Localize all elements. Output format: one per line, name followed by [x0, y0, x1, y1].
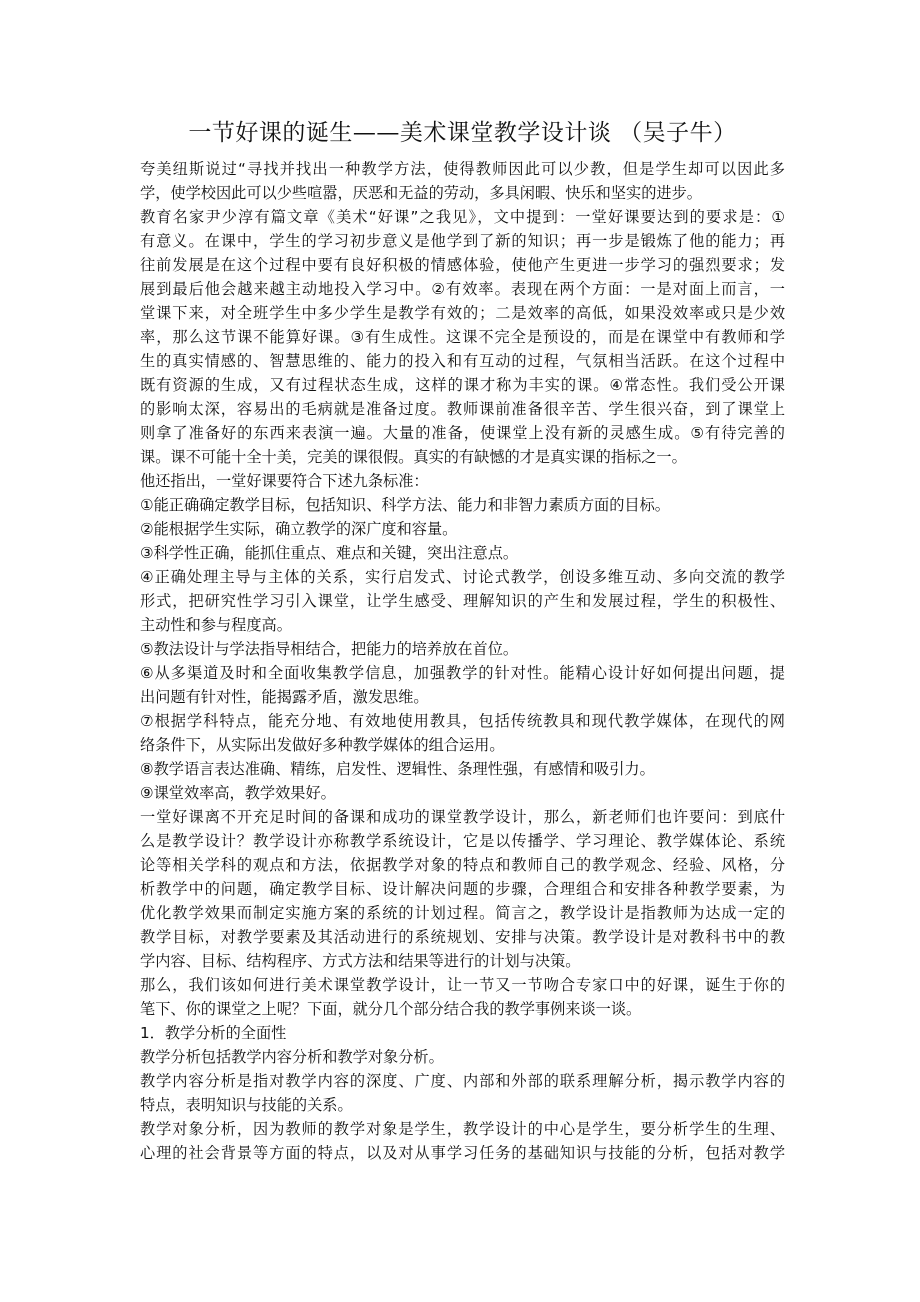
text-line: 么是教学设计？教学设计亦称教学系统设计，它是以传播学、学习理论、教学媒体论、系统	[140, 832, 785, 850]
text-line: 教育名家尹少淳有篇文章《美术“好课”之我见》，文中提到：一堂好课要达到的要求是：①	[140, 208, 785, 226]
text-line: 络条件下，从实际出发做好多种教学媒体的组合运用。	[140, 736, 505, 754]
text-line: 那么，我们该如何进行美术课堂教学设计，让一节又一节吻合专家口中的好课，诞生于你的	[140, 976, 785, 994]
text-line: 堂课下来，对全班学生中多少学生是教学有效的；二是效率的高低，如果没效率或只是少效	[140, 304, 785, 322]
text-line: 生的真实情感的、智慧思维的、能力的投入和有互动的过程，气氛相当活跃。在这个过程中	[140, 352, 785, 370]
text-line: 形式，把研究性学习引入课堂，让学生感受、理解知识的产生和发展过程，学生的积极性、	[140, 592, 785, 610]
text-line: ⑤教法设计与学法指导相结合，把能力的培养放在首位。	[140, 640, 519, 658]
text-line: 既有资源的生成，又有过程状态生成，这样的课才称为丰实的课。④常态性。我们受公开课	[140, 376, 785, 394]
text-line: 教学目标，对教学要素及其活动进行的系统规划、安排与决策。教学设计是对教科书中的教	[140, 928, 785, 946]
text-line: 析教学中的问题，确定教学目标、设计解决问题的步骤，合理组合和安排各种教学要素，为	[140, 880, 785, 898]
document-title: 一节好课的诞生——美术课堂教学设计谈 （吴子牛）	[188, 120, 737, 146]
text-line: 课。课不可能十全十美，完美的课很假。真实的有缺憾的才是真实课的指标之一。	[140, 448, 687, 466]
text-line: ⑦根据学科特点，能充分地、有效地使用教具，包括传统教具和现代教学媒体，在现代的网	[140, 712, 785, 730]
paragraph-yin-shaochun-requirements	[140, 205, 785, 469]
paragraph-standard-6	[140, 661, 785, 709]
paragraph-standard-4	[140, 565, 785, 637]
paragraph-standard-1	[140, 493, 785, 517]
text-line: ⑥从多渠道及时和全面收集教学信息，加强教学的针对性。能精心设计好如何提出问题，提	[140, 664, 785, 682]
text-line: 主动性和参与程度高。	[140, 616, 292, 634]
text-line: 有意义。在课中，学生的学习初步意义是他学到了新的知识；再一步是锻炼了他的能力；再	[140, 232, 785, 250]
paragraph-section-1-p1	[140, 1045, 785, 1069]
text-line: ④正确处理主导与主体的关系，实行启发式、讨论式教学，创设多维互动、多向交流的教学	[140, 568, 785, 586]
text-line: 的影响太深，容易出的毛病就是准备过度。教师课前准备很辛苦、学生很兴奋，到了课堂上	[140, 400, 785, 418]
paragraph-section-1-heading	[140, 1021, 785, 1045]
text-line: 笔下、你的课堂之上呢？下面，就分几个部分结合我的教学事例来谈一谈。	[140, 1000, 642, 1018]
text-line: 教学对象分析，因为教师的教学对象是学生，教学设计的中心是学生，要分析学生的生理、	[140, 1120, 785, 1138]
text-line: 心理的社会背景等方面的特点，以及对从事学习任务的基础知识与技能的分析，包括对教学	[140, 1144, 785, 1162]
text-line: 展到最后他会越来越主动地投入学习中。②有效率。表现在两个方面：一是对面上而言，一	[140, 280, 785, 298]
text-line: 1．教学分析的全面性	[140, 1024, 287, 1042]
document-body	[140, 157, 785, 1165]
text-line: ⑧教学语言表达准确、精练，启发性、逻辑性、条理性强，有感情和吸引力。	[140, 760, 655, 778]
text-line: 特点，表明知识与技能的关系。	[140, 1096, 353, 1114]
text-line: 教学内容分析是指对教学内容的深度、广度、内部和外部的联系理解分析，揭示教学内容的	[140, 1072, 785, 1090]
paragraph-teaching-design-definition	[140, 805, 785, 973]
text-line: 夸美纽斯说过“寻找并找出一种教学方法，使得教师因此可以少教，但是学生却可以因此多	[140, 160, 785, 178]
paragraph-standard-2	[140, 517, 785, 541]
paragraph-standard-3	[140, 541, 785, 565]
paragraph-standard-5	[140, 637, 785, 661]
text-line: 一堂好课离不开充足时间的备课和成功的课堂教学设计，那么，新老师们也许要问：到底什	[140, 808, 785, 826]
text-line: 往前发展是在这个过程中要有良好积极的情感体验，使他产生更进一步学习的强烈要求；发	[140, 256, 785, 274]
text-line: ⑨课堂效率高，教学效果好。	[140, 784, 336, 802]
text-line: ①能正确确定教学目标，包括知识、科学方法、能力和非智力素质方面的目标。	[140, 496, 670, 514]
text-line: 率，那么这节课不能算好课。③有生成性。这课不完全是预设的，而是在课堂中有教师和学	[140, 328, 785, 346]
text-line: 优化教学效果而制定实施方案的系统的计划过程。简言之，教学设计是指教师为达成一定的	[140, 904, 785, 922]
paragraph-section-1-p3	[140, 1117, 785, 1165]
text-line: 学，使学校因此可以少些喧嚣，厌恶和无益的劳动，多具闲暇、快乐和坚实的进步。	[140, 184, 702, 202]
text-line: ②能根据学生实际，确立教学的深广度和容量。	[140, 520, 458, 538]
paragraph-nine-standards-intro	[140, 469, 785, 493]
paragraph-how-to-design	[140, 973, 785, 1021]
text-line: 他还指出，一堂好课要符合下述九条标准：	[140, 472, 429, 490]
paragraph-standard-8	[140, 757, 785, 781]
text-line: 论等相关学科的观点和方法，依据教学对象的特点和教师自己的教学观念、经验、风格，分	[140, 856, 785, 874]
text-line: 学内容、目标、结构程序、方式方法和结果等进行的计划与决策。	[140, 952, 581, 970]
text-line: 则拿了准备好的东西来表演一遍。大量的准备，使课堂上没有新的灵感生成。⑤有待完善的	[140, 424, 785, 442]
text-line: 出问题有针对性，能揭露矛盾，激发思维。	[140, 688, 429, 706]
paragraph-standard-9	[140, 781, 785, 805]
paragraph-section-1-p2	[140, 1069, 785, 1117]
text-line: 教学分析包括教学内容分析和教学对象分析。	[140, 1048, 444, 1066]
paragraph-intro-quote	[140, 157, 785, 205]
text-line: ③科学性正确，能抓住重点、难点和关键，突出注意点。	[140, 544, 519, 562]
paragraph-standard-7	[140, 709, 785, 757]
